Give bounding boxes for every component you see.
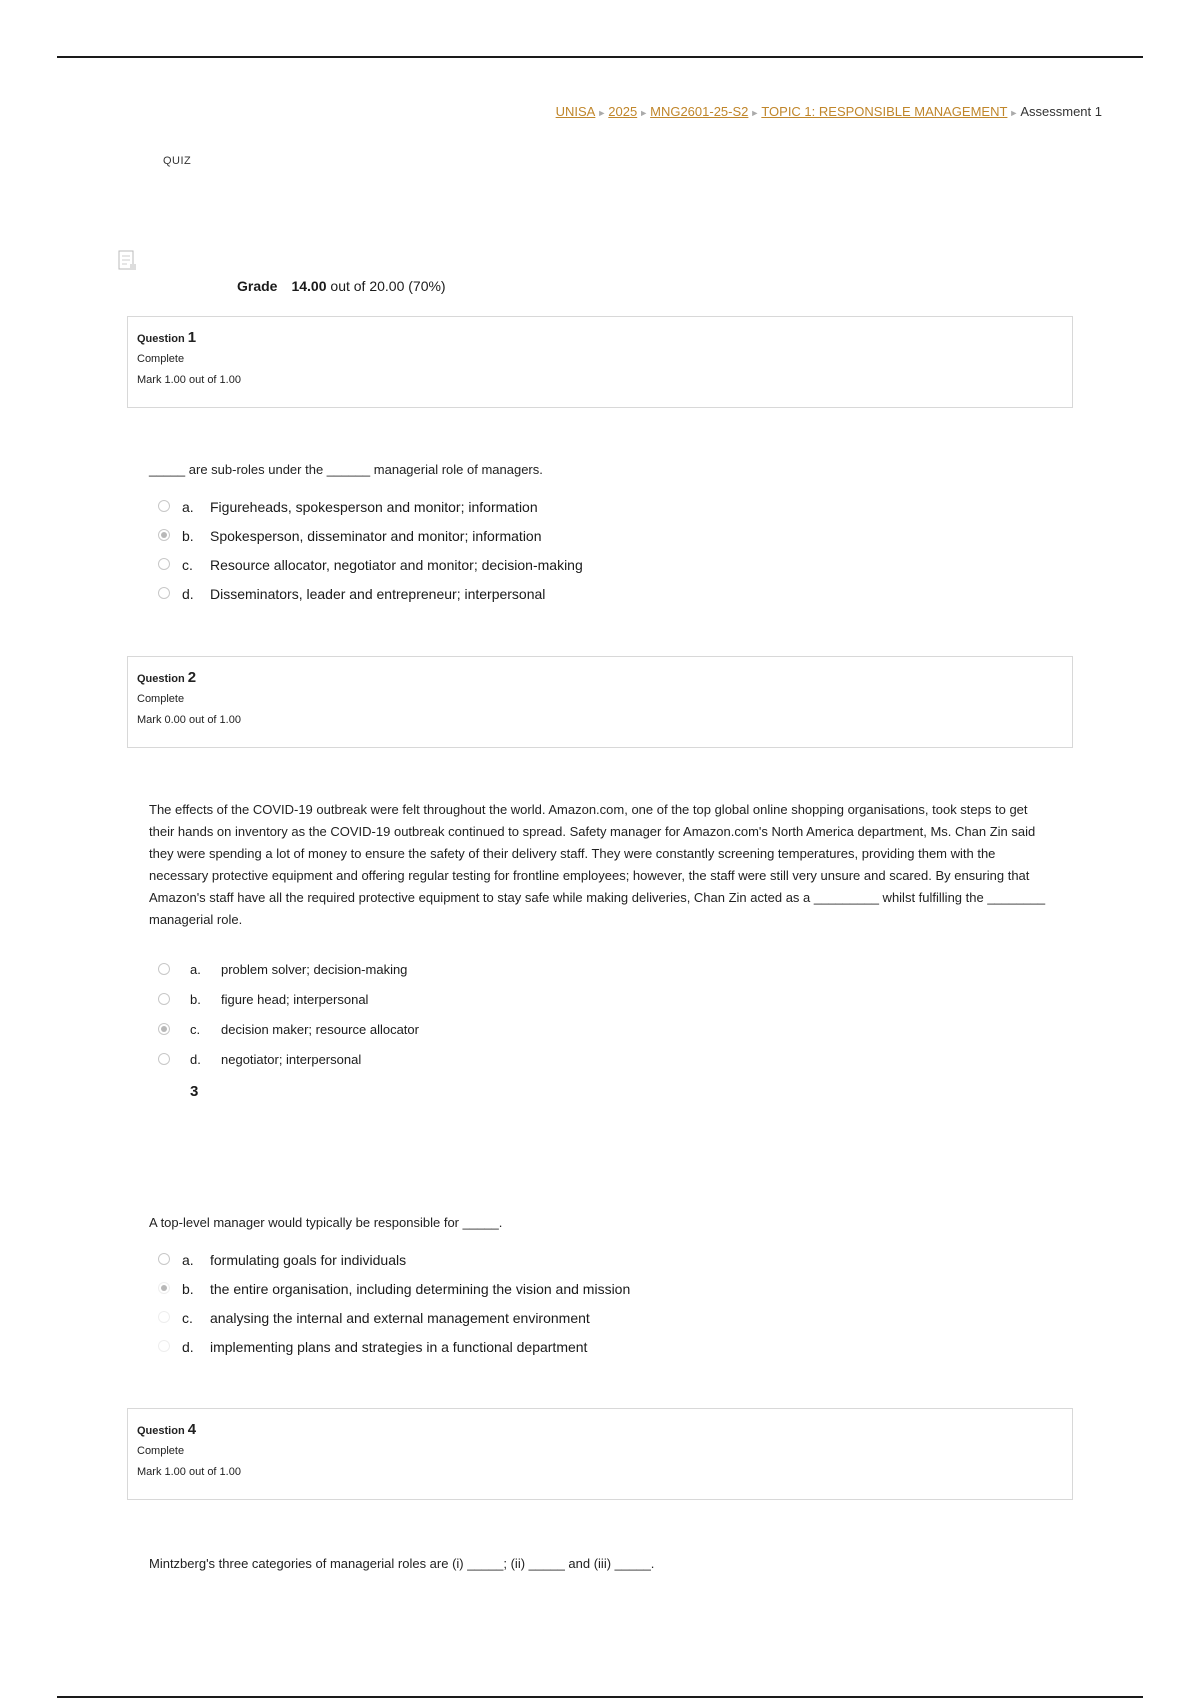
- radio-icon[interactable]: [158, 993, 170, 1005]
- breadcrumb-separator-icon: ►: [597, 108, 607, 118]
- question-mark: Mark 1.00 out of 1.00: [137, 374, 241, 386]
- radio-icon[interactable]: [158, 587, 170, 599]
- option-letter: d.: [182, 586, 194, 602]
- option-a[interactable]: [158, 1250, 858, 1279]
- radio-selected-icon[interactable]: [158, 1023, 170, 1035]
- option-letter: c.: [182, 557, 193, 573]
- option-d[interactable]: [158, 1337, 858, 1366]
- option-d[interactable]: [158, 584, 858, 613]
- option-text: negotiator; interpersonal: [221, 1052, 362, 1067]
- document-icon: [118, 250, 138, 272]
- option-b[interactable]: [158, 990, 758, 1020]
- radio-icon[interactable]: [158, 1253, 170, 1265]
- option-a[interactable]: [158, 960, 758, 990]
- grade-summary: [237, 278, 446, 294]
- radio-icon[interactable]: [158, 1340, 170, 1352]
- radio-icon[interactable]: [158, 500, 170, 512]
- option-letter: b.: [182, 528, 194, 544]
- grade-suffix: out of 20.00 (70%): [330, 278, 446, 294]
- option-letter: c.: [190, 1022, 201, 1037]
- option-text: decision maker; resource allocator: [221, 1022, 419, 1037]
- option-text: analysing the internal and external management environment: [210, 1310, 590, 1326]
- option-letter: a.: [190, 962, 201, 977]
- question-4-info: [127, 1408, 1073, 1500]
- grade-value: 14.00: [291, 278, 327, 294]
- option-c[interactable]: [158, 1020, 758, 1050]
- radio-icon[interactable]: [158, 963, 170, 975]
- option-d[interactable]: [158, 1050, 758, 1080]
- grade-label: Grade: [237, 278, 278, 294]
- breadcrumb-topic[interactable]: TOPIC 1: RESPONSIBLE MANAGEMENT: [761, 104, 1008, 119]
- option-b[interactable]: [158, 526, 858, 555]
- question-2-options: [158, 960, 758, 1080]
- option-a[interactable]: [158, 497, 858, 526]
- question-3-number: 3: [190, 1083, 199, 1100]
- breadcrumb-current: Assessment 1: [1020, 104, 1102, 119]
- option-text: implementing plans and strategies in a functional department: [210, 1339, 588, 1355]
- option-c[interactable]: [158, 555, 858, 584]
- radio-selected-icon[interactable]: [158, 1282, 170, 1294]
- question-mark: Mark 0.00 out of 1.00: [137, 714, 241, 726]
- option-text: Figureheads, spokesperson and monitor; information: [210, 499, 538, 515]
- option-letter: d.: [182, 1339, 194, 1355]
- radio-icon[interactable]: [158, 1053, 170, 1065]
- breadcrumb-year[interactable]: 2025: [608, 104, 638, 119]
- question-2-info: [127, 656, 1073, 748]
- option-b[interactable]: [158, 1279, 858, 1308]
- option-letter: a.: [182, 1252, 194, 1268]
- breadcrumb: [556, 104, 1102, 119]
- question-2-text: The effects of the COVID-19 outbreak were felt throughout the world. Amazon.com, one of the top global online shopping organisations, took steps to get their hands on inventory as the COVID-19 outbreak continued to spread. Safety manager for Amazon.com's North America department, Ms. Chan Zin said they were spending a lot of money to ensure the safety of their delivery staff. They were constantly screening temperatures, providing them with the necessary protective equipment and offering regular testing for frontline employees; however, the staff were still very unsure and scared. By ensuring that Amazon's staff have all the required protective equipment to stay safe while making deliveries, Chan Zin acted as a _________ whilst fulfilling the ________ managerial role.: [149, 802, 1046, 927]
- option-text: the entire organisation, including determining the vision and mission: [210, 1281, 631, 1297]
- question-label: Question: [137, 333, 185, 345]
- question-number: 4: [187, 1421, 197, 1438]
- radio-icon[interactable]: [158, 1311, 170, 1323]
- question-label: Question: [137, 673, 185, 685]
- question-state: Complete: [137, 1445, 185, 1457]
- question-number: 2: [187, 669, 197, 686]
- question-3-text: A top-level manager would typically be responsible for _____.: [149, 1215, 503, 1230]
- option-text: Spokesperson, disseminator and monitor; information: [210, 528, 542, 544]
- question-1-options: [158, 497, 858, 613]
- breadcrumb-separator-icon: ►: [639, 108, 649, 118]
- bottom-rule: [57, 1696, 1143, 1698]
- quiz-label: QUIZ: [163, 155, 192, 167]
- option-text: figure head; interpersonal: [221, 992, 369, 1007]
- option-text: Resource allocator, negotiator and monitor; decision-making: [210, 557, 583, 573]
- breadcrumb-separator-icon: ►: [1009, 108, 1019, 118]
- question-mark: Mark 1.00 out of 1.00: [137, 1466, 241, 1478]
- option-text: problem solver; decision-making: [221, 962, 408, 977]
- question-state: Complete: [137, 353, 185, 365]
- option-letter: c.: [182, 1310, 193, 1326]
- option-text: formulating goals for individuals: [210, 1252, 407, 1268]
- question-1-text: _____ are sub-roles under the ______ managerial role of managers.: [149, 462, 543, 477]
- question-1-info: [127, 316, 1073, 408]
- option-text: Disseminators, leader and entrepreneur; interpersonal: [210, 586, 546, 602]
- question-3-options: [158, 1250, 858, 1366]
- radio-selected-icon[interactable]: [158, 529, 170, 541]
- top-rule: [57, 56, 1143, 58]
- question-4-text: Mintzberg's three categories of managerial roles are (i) _____; (ii) _____ and (iii) _____.: [149, 1556, 655, 1571]
- breadcrumb-separator-icon: ►: [750, 108, 760, 118]
- option-letter: b.: [182, 1281, 194, 1297]
- option-letter: a.: [182, 499, 194, 515]
- radio-icon[interactable]: [158, 558, 170, 570]
- option-letter: b.: [190, 992, 201, 1007]
- question-state: Complete: [137, 693, 185, 705]
- option-letter: d.: [190, 1052, 201, 1067]
- breadcrumb-unisa[interactable]: UNISA: [555, 104, 596, 119]
- question-label: Question: [137, 1425, 185, 1437]
- option-c[interactable]: [158, 1308, 858, 1337]
- breadcrumb-course[interactable]: MNG2601-25-S2: [650, 104, 749, 119]
- question-number: 1: [187, 329, 197, 346]
